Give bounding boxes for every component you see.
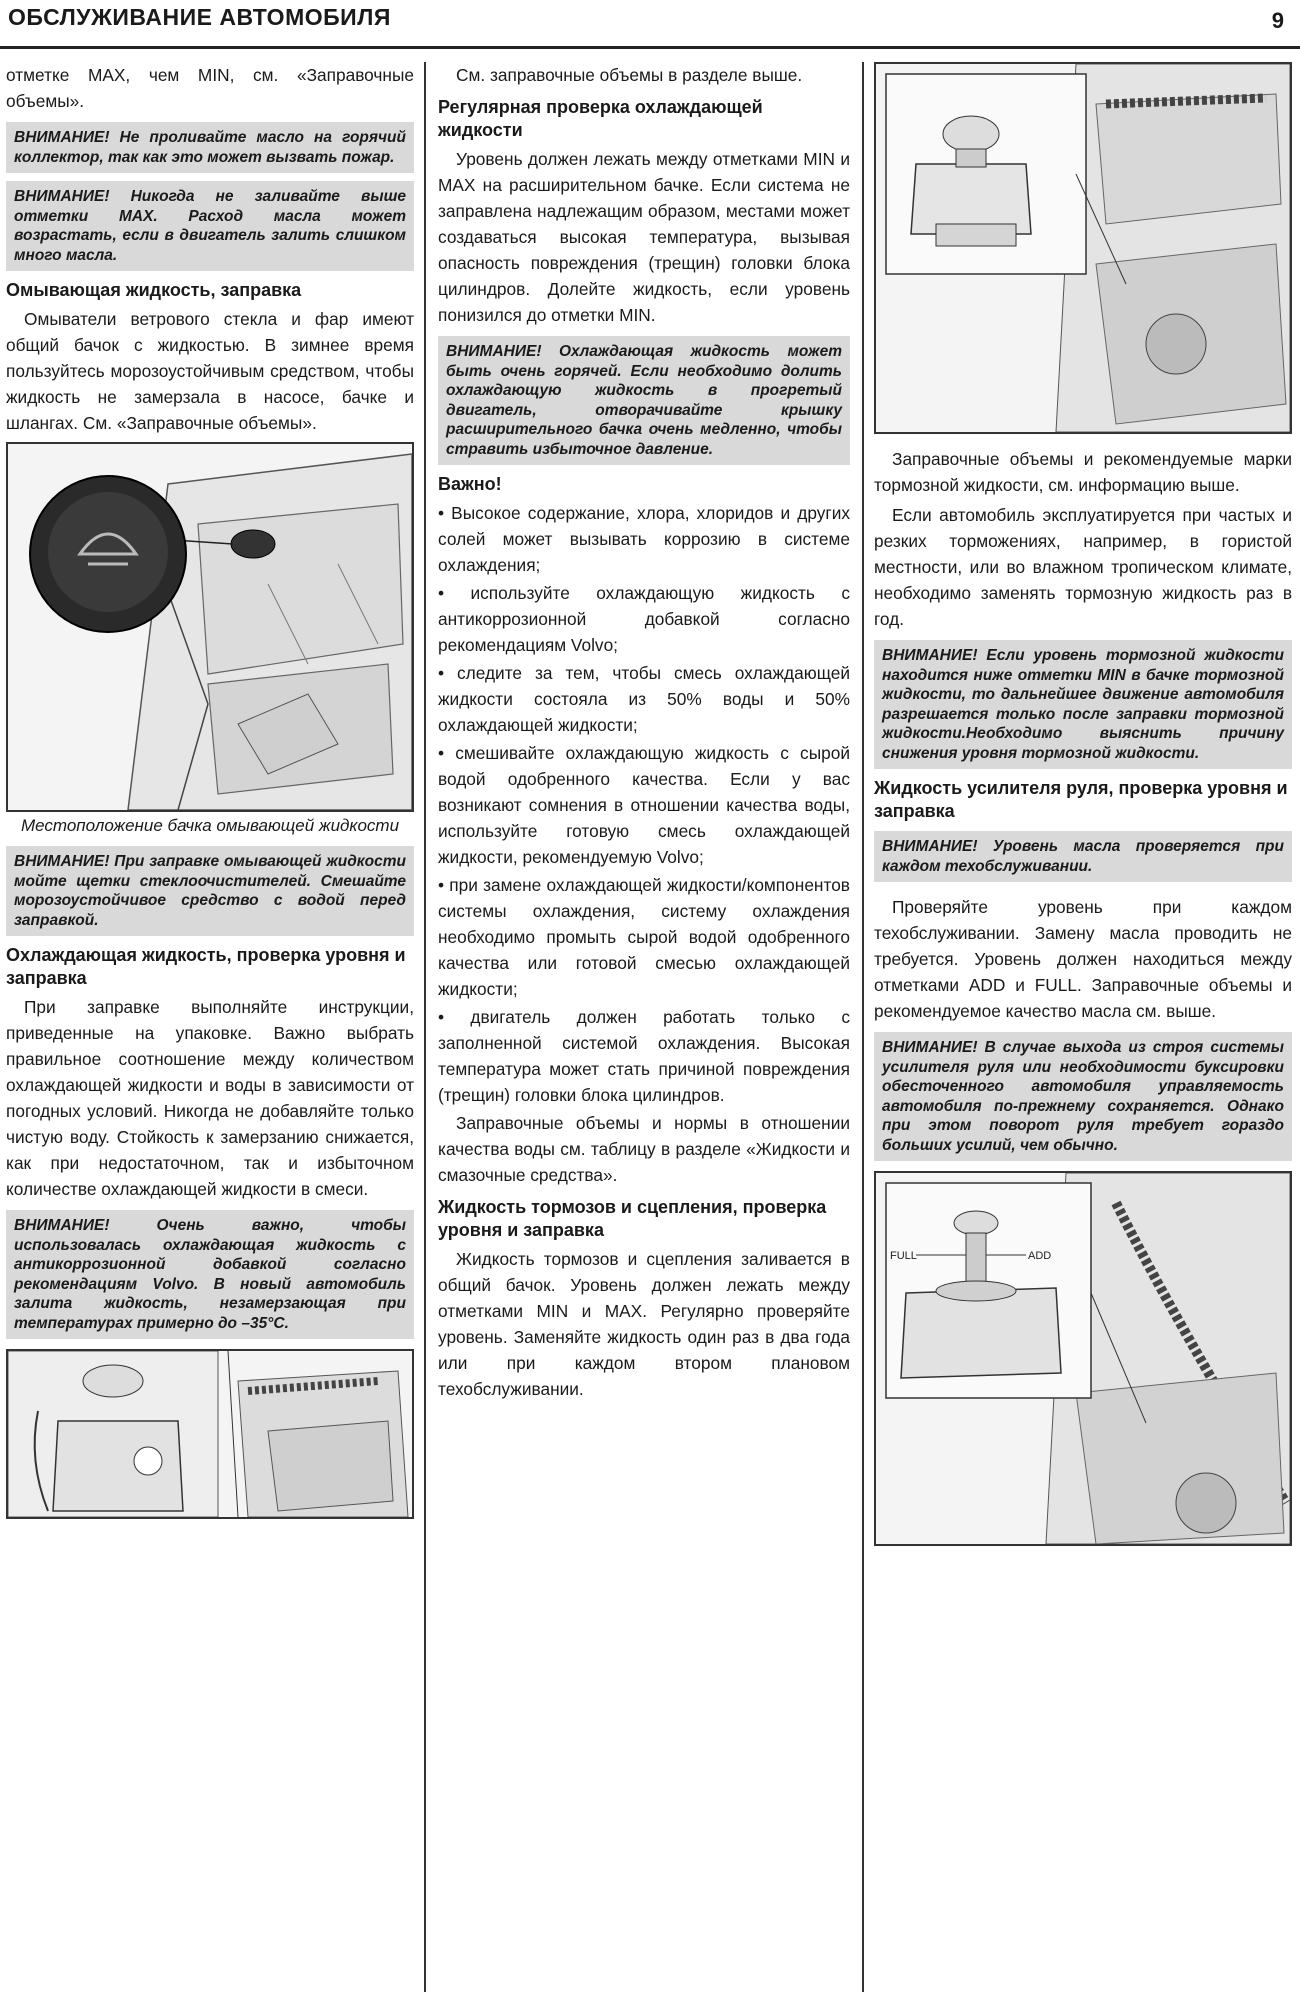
section-heading: Охлаждающая жидкость, проверка уровня и заправка bbox=[6, 945, 406, 988]
steering-reservoir-illustration bbox=[876, 1173, 1290, 1544]
full-mark-label: FULL bbox=[890, 1250, 917, 1262]
warning-box: ВНИМАНИЕ! Если уровень тормозной жидкости находится ниже отметки MIN в бачке тормозной жидкости, то дальнейшее движение автомобиля разрешается только после заправки тормозной жидкости.Необходимо выяснить причину снижения уровня тормозной жидкости. bbox=[874, 640, 1292, 769]
warning-box: ВНИМАНИЕ! Не проливайте масло на горячий коллектор, так как это может вызвать пожар. bbox=[6, 122, 414, 173]
warning-box: ВНИМАНИЕ! Никогда не заливайте выше отметки MAX. Расход масла может возрастать, если в двигатель залить слишком много масла. bbox=[6, 181, 414, 271]
section-heading: Регулярная проверка охлаждающей жидкости bbox=[438, 97, 763, 140]
column-2 bbox=[438, 62, 850, 1406]
paragraph: См. заправочные объемы в разделе выше. bbox=[456, 65, 803, 85]
paragraph: Уровень должен лежать между отметками MIN и MAX на расширительном бачке. Если система не заправлена надлежащим образом, местами может создаваться высокая температура, вызывая опасность повреждения (трещин) головки блока цилиндров. Долейте жидкость, если уровень понизился до отметки MIN. bbox=[438, 149, 850, 325]
page-number: 9 bbox=[1271, 8, 1284, 33]
paragraph: Жидкость тормозов и сцепления заливается в общий бачок. Уровень должен лежать между отметками MIN и MAX. Регулярно проверяйте уровень. Заменяйте жидкость один раз в два года или при каждом втором плановом техобслуживании. bbox=[438, 1249, 850, 1399]
warning-box: ВНИМАНИЕ! Охлаждающая жидкость может быть очень горячей. Если необходимо долить охлаждающую жидкость в прогретый двигатель, отворачивайте крышку расширительного бачка очень медленно, чтобы стравить избыточное давление. bbox=[438, 336, 850, 465]
add-mark-label: ADD bbox=[1028, 1250, 1052, 1262]
warning-box: ВНИМАНИЕ! Очень важно, чтобы использовалась охлаждающая жидкость с антикоррозионной добавкой согласно рекомендациям Volvo. В новый автомобиль залита жидкость, незамерзающая при температурах примерно до –35°С. bbox=[6, 1210, 414, 1339]
paragraph: Заправочные объемы и рекомендуемые марки тормозной жидкости, см. информацию выше. bbox=[874, 449, 1292, 495]
warning-box: ВНИМАНИЕ! В случае выхода из строя системы усилителя руля или необходимости буксировки обесточенного автомобиля управляемость автомобиля по-прежнему сохраняется. Однако при этом поворот руля требует гораздо больших усилий, чем обычно. bbox=[874, 1032, 1292, 1161]
steering-reservoir-figure bbox=[874, 1171, 1292, 1546]
column-divider bbox=[424, 62, 426, 1992]
column-3 bbox=[874, 62, 1292, 1546]
washer-reservoir-illustration bbox=[8, 444, 412, 810]
section-heading: Жидкость тормозов и сцепления, проверка уровня и заправка bbox=[438, 1197, 827, 1240]
list-item: • следите за тем, чтобы смесь охлаждающей жидкости состояла из 50% воды и 50% охлаждающей жидкости; bbox=[438, 663, 850, 735]
paragraph: Заправочные объемы и нормы в отношении качества воды см. таблицу в разделе «Жидкости и смазочные средства». bbox=[438, 1113, 850, 1185]
coolant-tank-figure bbox=[6, 1349, 414, 1519]
brake-reservoir-illustration bbox=[876, 64, 1290, 432]
page-header bbox=[0, 0, 1300, 49]
figure-caption: Местоположение бачка омывающей жидкости bbox=[20, 816, 400, 835]
list-item: • используйте охлаждающую жидкость с антикоррозионной добавкой согласно рекомендациям Volvo; bbox=[438, 583, 850, 655]
list-item: • двигатель должен работать только с заполненной системой охлаждения. Высокая температура может стать причиной повреждения (трещин) головки блока цилиндров. bbox=[438, 1007, 850, 1105]
list-item: • Высокое содержание, хлора, хлоридов и других солей может вызывать коррозию в системе охлаждения; bbox=[438, 503, 850, 575]
paragraph: отметке MAX, чем MIN, см. «Заправочные объемы». bbox=[6, 65, 414, 111]
column-divider bbox=[862, 62, 864, 1992]
column-1 bbox=[6, 62, 414, 1519]
section-heading: Жидкость усилителя руля, проверка уровня и заправка bbox=[874, 778, 1288, 821]
bullet-list bbox=[438, 500, 850, 1108]
washer-reservoir-figure bbox=[6, 442, 414, 812]
section-title: ОБСЛУЖИВАНИЕ АВТОМОБИЛЯ bbox=[8, 4, 391, 30]
paragraph: Омыватели ветрового стекла и фар имеют общий бачок с жидкостью. В зимнее время пользуйтесь морозоустойчивым средством, чтобы жидкость не замерзала в насосе, бачке и шлангах. См. «Заправочные объемы». bbox=[6, 309, 414, 433]
coolant-tank-illustration bbox=[8, 1351, 412, 1517]
brake-reservoir-figure bbox=[874, 62, 1292, 434]
section-heading: Омывающая жидкость, заправка bbox=[6, 280, 302, 300]
section-heading: Важно! bbox=[438, 474, 502, 494]
paragraph: Если автомобиль эксплуатируется при частых и резких торможениях, например, в гористой местности, или во влажном тропическом климате, необходимо заменять тормозную жидкость раз в год. bbox=[874, 505, 1292, 629]
list-item: • при замене охлаждающей жидкости/компонентов системы охлаждения, систему охлаждения необходимо промыть сырой водой одобренного качества или готовой смесью охлаждающей жидкости; bbox=[438, 875, 850, 999]
warning-box: ВНИМАНИЕ! При заправке омывающей жидкости мойте щетки стеклоочистителей. Смешайте морозоустойчивое средство с водой перед заправкой. bbox=[6, 846, 414, 936]
list-item: • смешивайте охлаждающую жидкость с сырой водой одобренного качества. Если у вас возникают сомнения в отношении качества воды, используйте готовую смесь охлаждающей жидкости, рекомендуемую Volvo; bbox=[438, 743, 850, 867]
paragraph: При заправке выполняйте инструкции, приведенные на упаковке. Важно выбрать правильное соотношение между количеством охлаждающей жидкости и воды в зависимости от погодных условий. Никогда не добавляйте только чистую воду. Стойкость к замерзанию снижается, как при недостаточном, так и избыточном количестве охлаждающей жидкости в смеси. bbox=[6, 997, 414, 1199]
warning-box: ВНИМАНИЕ! Уровень масла проверяется при каждом техобслуживании. bbox=[874, 831, 1292, 882]
paragraph: Проверяйте уровень при каждом техобслуживании. Замену масла проводить не требуется. Уровень должен находиться между отметками ADD и FULL. Заправочные объемы и рекомендуемое качество масла см. выше. bbox=[874, 897, 1292, 1021]
